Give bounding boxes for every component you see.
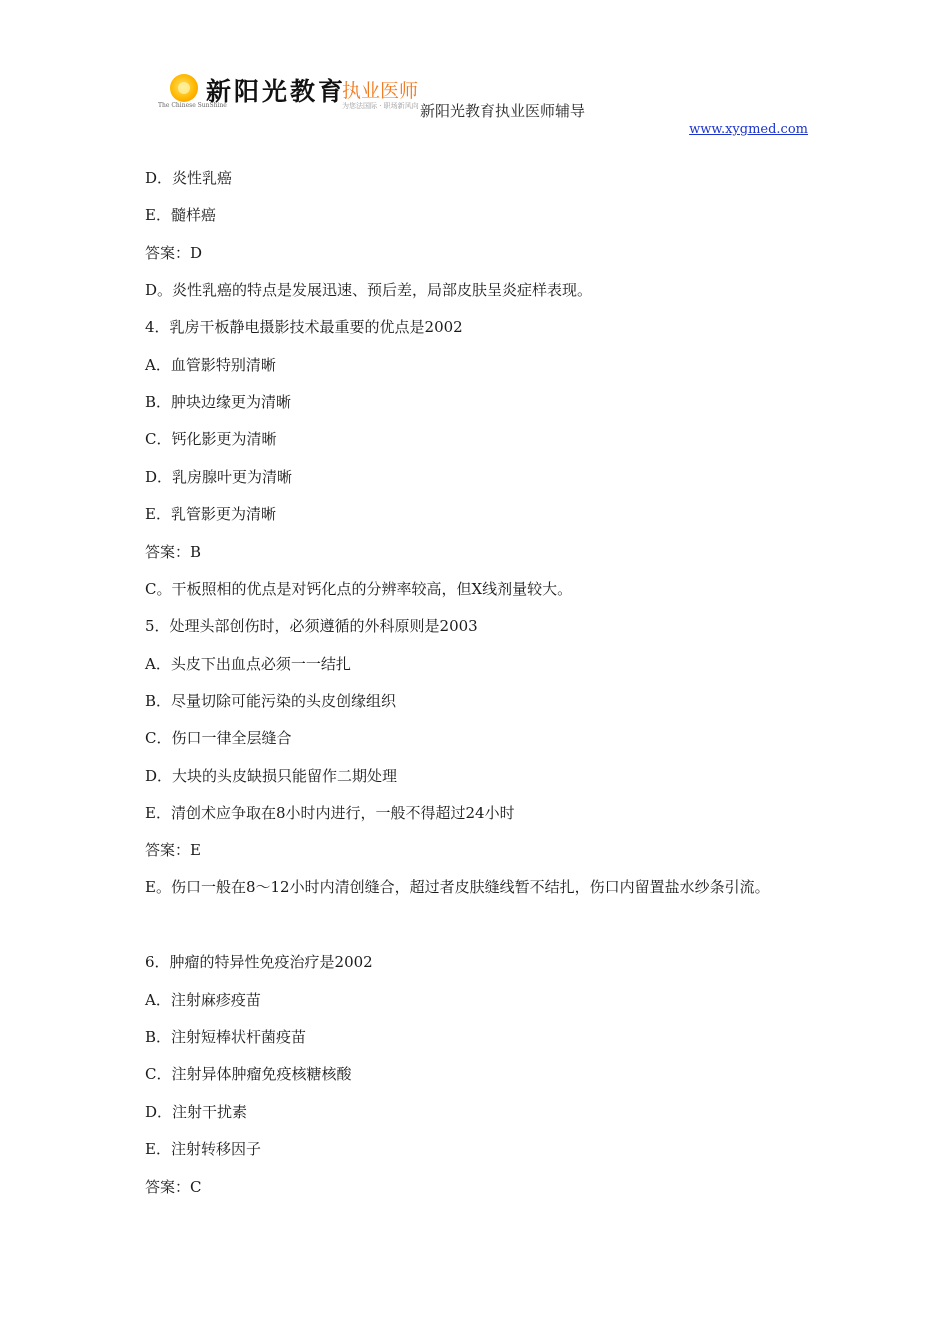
website-link[interactable]: www.xygmed.com (689, 122, 808, 137)
text-line: 答案：E (145, 841, 201, 859)
text-line: D．注射干扰素 (145, 1103, 248, 1121)
text-line: 答案：B (145, 543, 202, 561)
sun-icon (170, 74, 198, 102)
logo-subtitle: The Chinese SunShine (158, 102, 227, 109)
text-line: 5．处理头部创伤时，必须遵循的外科原则是2003 (145, 617, 478, 635)
text-line: D．乳房腺叶更为清晰 (145, 468, 293, 486)
text-paragraph: E。伤口一般在8～12小时内清创缝合，超过者皮肤缝线暂不结扎，伤口内留置盐水纱条引流。 (145, 878, 770, 896)
text-line: D。炎性乳癌的特点是发展迅速、预后差，局部皮肤呈炎症样表现。 (145, 281, 593, 299)
text-line: C．钙化影更为清晰 (145, 430, 277, 448)
logo-name: 新阳光教育 (206, 77, 347, 106)
text-line: C．伤口一律全层缝合 (145, 729, 292, 747)
text-line: A．血管影特别清晰 (145, 356, 276, 374)
brand-logo (158, 70, 428, 112)
text-line: C。干板照相的优点是对钙化点的分辨率较高，但X线剂量较大。 (145, 580, 573, 598)
text-line: 答案：C (145, 1178, 202, 1196)
text-line: B．尽量切除可能污染的头皮创缘组织 (145, 692, 397, 710)
text-line: E．髓样癌 (145, 206, 216, 224)
text-line: D．炎性乳癌 (145, 169, 233, 187)
text-line: E．清创术应争取在8小时内进行，一般不得超过24小时 (145, 804, 515, 822)
text-line: 4．乳房干板静电摄影技术最重要的优点是2002 (145, 318, 463, 336)
text-line: 6．肿瘤的特异性免疫治疗是2002 (145, 953, 373, 971)
header-title: 新阳光教育执业医师辅导 (420, 102, 586, 120)
text-line: B．肿块边缘更为清晰 (145, 393, 292, 411)
text-line: A．头皮下出血点必须一一结扎 (145, 655, 351, 673)
text-line: E．乳管影更为清晰 (145, 505, 276, 523)
text-line: A．注射麻疹疫苗 (145, 991, 261, 1009)
text-line: D．大块的头皮缺损只能留作二期处理 (145, 767, 398, 785)
logo-slogan: 为您法国际 · 职场新风向 (342, 102, 419, 110)
text-line: C．注射异体肿瘤免疫核糖核酸 (145, 1065, 352, 1083)
logo-brand: 执业医师 (342, 81, 419, 102)
text-line: E．注射转移因子 (145, 1140, 261, 1158)
page-header (158, 70, 808, 140)
text-line: 答案：D (145, 244, 203, 262)
text-line: B．注射短棒状杆菌疫苗 (145, 1028, 307, 1046)
